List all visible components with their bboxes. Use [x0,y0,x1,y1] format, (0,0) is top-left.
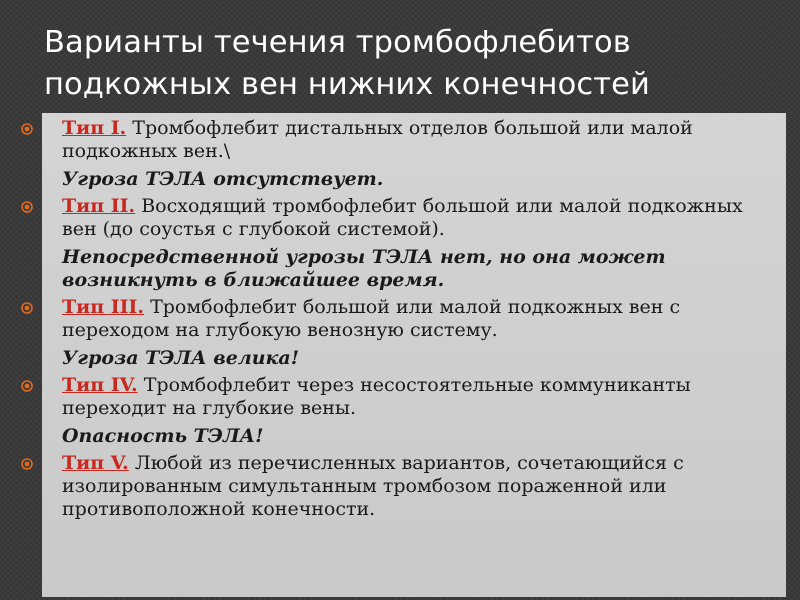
circle-bullet-icon [21,201,33,213]
types-list [58,117,778,526]
type-label: Тип III. [62,296,145,318]
item-text: Тромбофлебит большой или малой подкожных вен с переходом на глубокую венозную систему. [62,296,681,341]
title-line-2: подкожных вен нижних конечностей [44,67,650,102]
list-item-type-5 [58,452,778,521]
circle-bullet-icon [21,458,33,470]
item-description [62,374,778,420]
item-text: Тромбофлебит дистальных отделов большой или малой подкожных вен.\ [62,117,693,162]
item-description [62,452,778,521]
list-item-type-4 [58,374,778,448]
item-description [62,195,778,241]
slide-title [44,22,784,106]
item-description [62,296,778,342]
circle-bullet-icon [21,380,33,392]
threat-note: Угроза ТЭЛА отсутствует. [62,168,384,190]
threat-note: Угроза ТЭЛА велика! [62,347,300,369]
threat-note: Непосредственной угрозы ТЭЛА нет, но она может возникнуть в ближайшее время. [62,246,666,291]
list-item-type-3 [58,296,778,370]
item-text: Любой из перечисленных вариантов, сочетающийся с изолированным симультанным тромбозом пораженной или противоположной конечности. [62,452,684,520]
title-line-1: Варианты течения тромбофлебитов [44,25,631,60]
item-text: Тромбофлебит через несостоятельные коммуниканты переходит на глубокие вены. [62,374,691,419]
type-label: Тип V. [62,452,129,474]
circle-bullet-icon [21,302,33,314]
list-item-type-2 [58,195,778,292]
list-item-type-1 [58,117,778,191]
circle-bullet-icon [21,123,33,135]
threat-note: Опасность ТЭЛА! [62,425,264,447]
item-description [62,117,778,163]
type-label: Тип IV. [62,374,138,396]
item-text: Восходящий тромбофлебит большой или малой подкожных вен (до соустья с глубокой системой). [62,195,743,240]
type-label: Тип I. [62,117,127,139]
type-label: Тип II. [62,195,136,217]
